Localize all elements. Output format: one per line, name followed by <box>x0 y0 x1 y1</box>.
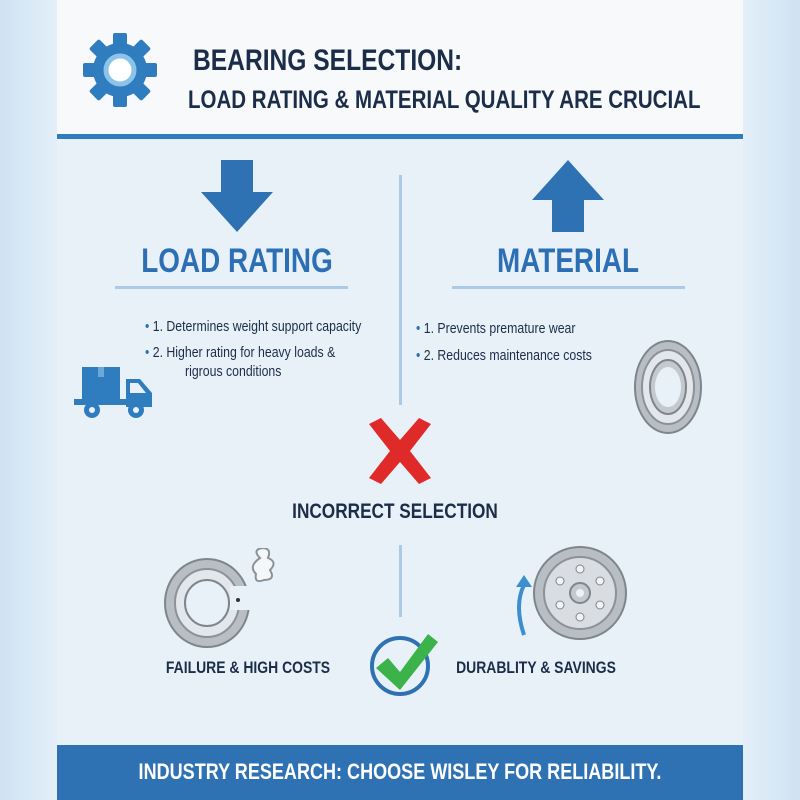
header-divider <box>57 134 743 139</box>
material-bullet-2: • 2. Reduces maintenance costs <box>416 347 592 364</box>
load-rating-bullet-2: • 2. Higher rating for heavy loads & <box>145 344 335 361</box>
outcome-divider <box>399 545 402 617</box>
incorrect-selection-label: INCORRECT SELECTION <box>292 500 498 523</box>
durability-label: DURABLITY & SAVINGS <box>456 658 616 677</box>
broken-bearing-icon <box>162 548 282 653</box>
material-underline <box>452 286 685 289</box>
load-rating-underline <box>115 286 348 289</box>
footer-text: INDUSTRY RESEARCH: CHOOSE WISLEY FOR RELIABILITY. <box>138 759 662 784</box>
material-bullet-1: • 1. Prevents premature wear <box>416 320 576 337</box>
column-divider <box>399 175 402 405</box>
ball-bearing-icon <box>632 338 704 436</box>
durable-wheel-icon <box>510 545 630 645</box>
failure-label: FAILURE & HIGH COSTS <box>165 658 331 677</box>
x-mark-icon <box>365 418 435 484</box>
page-title: BEARING SELECTION: <box>193 44 463 77</box>
load-rating-heading: LOAD RATING <box>141 242 333 280</box>
gear-icon <box>82 32 158 108</box>
load-rating-bullet-1: • 1. Determines weight support capacity <box>145 318 361 335</box>
load-rating-bullet-2-cont: rigrous conditions <box>185 363 282 380</box>
material-heading: MATERIAL <box>497 242 639 280</box>
arrow-up-icon <box>532 160 604 232</box>
arrow-down-icon <box>201 160 273 232</box>
page-subtitle: LOAD RATING & MATERIAL QUALITY ARE CRUCIAL <box>188 86 701 114</box>
truck-icon <box>74 365 154 420</box>
